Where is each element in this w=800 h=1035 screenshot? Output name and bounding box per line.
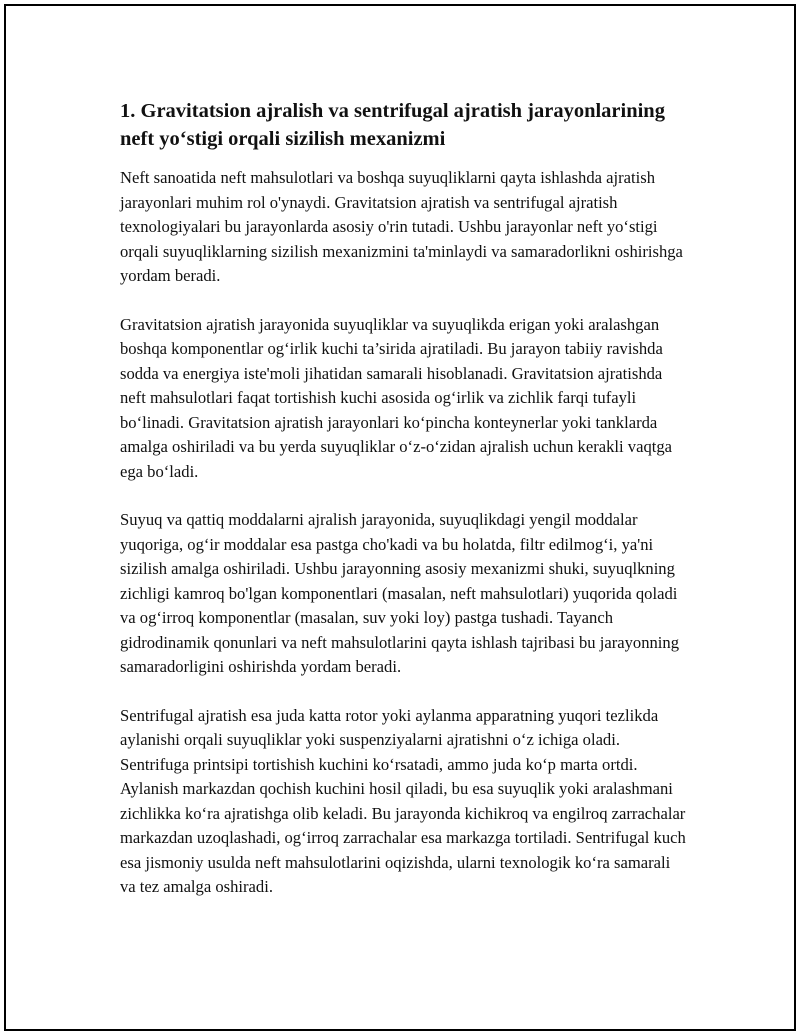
paragraph-intro: Neft sanoatida neft mahsulotlari va boshqa suyuqliklarni qayta ishlashda ajratish jarayonlari muhim rol o'ynaydi. Gravitatsion ajratish va sentrifugal ajratish texnologiyalari bu jarayonlarda asosiy o'rin tutadi. Ushbu jarayonlar neft yo‘stigi orqali suyuqliklarning sizilish mexanizmini ta'minlaydi va samaradorlikni oshirishga yordam beradi. [120, 168, 683, 285]
document-body [120, 97, 686, 924]
paragraph-centrifugal: Sentrifugal ajratish esa juda katta rotor yoki aylanma apparatning yuqori tezlikda aylanishi orqali suyuqliklar yoki suspenziyalarni ajratishni o‘z ichiga oladi. Sentrifuga printsipi tortishish kuchini ko‘rsatadi, ammo juda ko‘p marta ortdi. Aylanish markazdan qochish kuchini hosil qiladi, bu esa suyuqlik yoki aralashmani zichlikka ko‘ra ajratishga olib keladi. Bu jarayonda kichikroq va engilroq zarrachalar markazdan uzoqlashadi, og‘irroq zarrachalar esa markazga tortiladi. Sentrifugal kuch esa jismoniy usulda neft mahsulotlarini oqizishda, ularni texnologik ko‘ra samarali va tez amalga oshiradi. [120, 705, 686, 896]
paragraph-gravitational: Gravitatsion ajratish jarayonida suyuqliklar va suyuqlikda erigan yoki aralashgan boshqa komponentlar og‘irlik kuchi ta’sirida ajratiladi. Bu jarayon tabiiy ravishda sodda va energiya iste'moli jihatidan samarali hisoblanadi. Gravitatsion ajratishda neft mahsulotlari faqat tortishish kuchi asosida og‘irlik va zichlik farqi tufayli bo‘linadi. Gravitatsion ajratish jarayonlari ko‘pincha konteynerlar yoki tanklarda amalga oshiriladi va bu yerda suyuqliklar o‘z-o‘zidan ajralish uchun kerakli vaqtga ega bo‘ladi. [120, 314, 673, 481]
paragraph-liquid-solid: Suyuq va qattiq moddalarni ajralish jarayonida, suyuqlikdagi yengil moddalar yuqoriga, og‘ir moddalar esa pastga cho'kadi va bu holatda, filtr edilmog‘i, ya'ni sizilish amalga oshiriladi. Ushbu jarayonning asosiy mexanizmi shuki, suyuqlkning zichligi kamroq bo'lgan komponentlari (masalan, neft mahsulotlari) yuqorida qoladi va og‘irroq komponentlar (masalan, suv yoki loy) pastga tushadi. Tayanch gidrodinamik qonunlari va neft mahsulotlarini qayta ishlash tajribasi bu jarayonning samaradorligini oshirishda yordam beradi. [120, 510, 679, 676]
page-frame [4, 4, 796, 1031]
section-heading: 1. Gravitatsion ajralish va sentrifugal ajratish jarayonlarining neft yo‘stigi orqali sizilish mexanizmi [120, 100, 665, 150]
